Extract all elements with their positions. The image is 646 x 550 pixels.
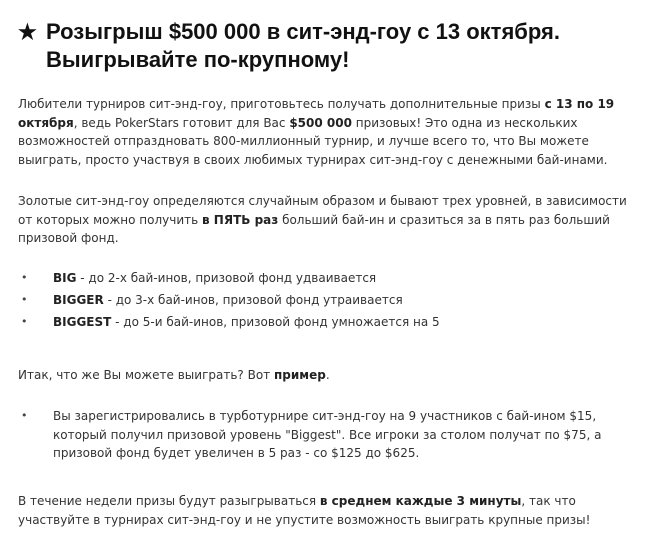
- title-line-1: Розыгрыш $500 000 в сит-энд-гоу с 13 октября.: [46, 19, 560, 44]
- level-name: BIGGER: [53, 293, 104, 307]
- level-desc: - до 2-х бай-инов, призовой фонд удваивается: [76, 271, 377, 285]
- question-paragraph: Итак, что же Вы можете выиграть? Вот пример.: [18, 368, 330, 382]
- promo-dates: с 13 по 19 октября: [18, 97, 615, 130]
- bullet-icon: •: [21, 293, 28, 306]
- example-text: Вы зарегистрировались в турботурнире сит-энд-гоу на 9 участников с бай-ином $15, который получил призовой уровень "Biggest". Все игроки за столом получат по $75, а призовой фонд будет увеличен в 5 раз - со $125 до $625.: [53, 409, 602, 460]
- page-title: [18, 18, 638, 73]
- bullet-icon: •: [21, 409, 28, 422]
- bullet-icon: •: [21, 315, 28, 328]
- gold-paragraph: Золотые сит-энд-гоу определяются случайным образом и бывают трех уровней, в зависимости от которых можно получить в ПЯТЬ раз больший бай-ин и сразиться за в пять раз больший призовой фонд.: [18, 194, 627, 245]
- list-item: [18, 267, 628, 289]
- list-item: [18, 289, 628, 311]
- five-times-emphasis: в ПЯТЬ раз: [202, 212, 279, 227]
- title-line-2: Выигрывайте по-крупному!: [46, 47, 350, 72]
- levels-list: [18, 267, 628, 333]
- frequency-emphasis: в среднем каждые 3 минуты: [319, 494, 522, 508]
- level-name: BIGGEST: [53, 315, 112, 329]
- example-link: пример: [273, 368, 326, 382]
- level-desc: - до 3-х бай-инов, призовой фонд утраивается: [103, 293, 403, 307]
- prize-amount: $500 000: [289, 115, 352, 130]
- closing-paragraph: В течение недели призы будут разыгрываться в среднем каждые 3 минуты, так что участвуйте в турнирах сит-энд-гоу и не упустите возможность выиграть крупные призы!: [18, 494, 591, 527]
- list-item: [18, 311, 628, 333]
- bullet-icon: •: [21, 271, 28, 284]
- star-icon: ★: [18, 21, 37, 44]
- intro-paragraph: Любители турниров сит-энд-гоу, приготовьтесь получать дополнительные призы с 13 по 19 октября, ведь PokerStars готовит для Вас $500 000 призовых! Это одна из нескольких возможностей отпраздновать 800-миллионный турнир, и лучше всего то, что Вы можете выиграть, просто участвуя в своих любимых турнирах сит-энд-гоу с денежными бай-инами.: [18, 97, 615, 167]
- level-desc: - до 5-и бай-инов, призовой фонд умножается на 5: [111, 315, 440, 329]
- level-name: BIG: [53, 271, 77, 285]
